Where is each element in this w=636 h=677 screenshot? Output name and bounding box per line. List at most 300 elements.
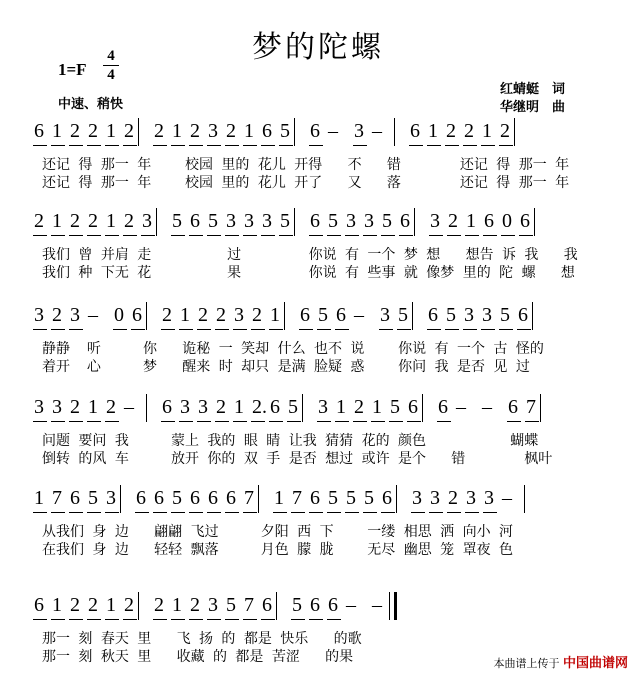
beam-underline <box>269 421 283 422</box>
note: 2 <box>106 396 116 418</box>
beam-underline <box>243 235 257 236</box>
beam-underline <box>153 619 167 620</box>
footer-site-logo: 中国曲谱网 <box>562 656 628 671</box>
beam-underline <box>33 329 47 330</box>
note: 3 <box>244 210 254 232</box>
note: 2 <box>124 120 134 142</box>
note: 3 <box>198 396 208 418</box>
note: 3 <box>262 210 272 232</box>
final-barline-thin <box>389 592 390 620</box>
note: 6 <box>162 396 172 418</box>
beam-underline <box>499 145 513 146</box>
beam-underline <box>291 512 305 513</box>
note: 6 <box>262 594 272 616</box>
note: 2 <box>70 210 80 232</box>
beam-underline <box>161 421 175 422</box>
note-row <box>28 116 616 156</box>
note: 6 <box>310 120 320 142</box>
beam-underline <box>33 145 47 146</box>
beam-underline <box>363 512 377 513</box>
beam-underline <box>379 329 393 330</box>
beam-underline <box>279 145 293 146</box>
note: 2 <box>226 120 236 142</box>
key-signature: 1=F <box>58 60 87 79</box>
beam-underline <box>317 329 331 330</box>
note: 6 <box>154 487 164 509</box>
beam-underline <box>233 329 247 330</box>
note: 2 <box>354 396 364 418</box>
beam-underline <box>189 235 203 236</box>
note-row <box>28 392 616 432</box>
beam-underline <box>327 235 341 236</box>
barline <box>276 592 277 620</box>
beam-underline <box>261 145 275 146</box>
staff-line <box>28 206 616 281</box>
beam-underline <box>171 512 185 513</box>
barline <box>138 592 139 620</box>
note: 1 <box>482 120 492 142</box>
barline <box>146 302 147 330</box>
beam-underline <box>51 421 65 422</box>
beam-underline <box>463 145 477 146</box>
note: 6 <box>438 396 448 418</box>
beam-underline <box>87 235 101 236</box>
note: – <box>328 120 338 142</box>
note: 5 <box>446 304 456 326</box>
note: 2 <box>88 120 98 142</box>
note: 1 <box>372 396 382 418</box>
note: 6 <box>190 210 200 232</box>
beam-underline <box>397 329 411 330</box>
note: 5 <box>364 487 374 509</box>
note: 5 <box>398 304 408 326</box>
note: 2 <box>252 304 262 326</box>
note: 6 <box>310 487 320 509</box>
barline <box>138 118 139 146</box>
note: 5 <box>280 210 290 232</box>
note: 2 <box>190 594 200 616</box>
beam-underline <box>225 145 239 146</box>
beam-underline <box>171 145 185 146</box>
note: – <box>124 396 134 418</box>
note: 5 <box>172 210 182 232</box>
beam-underline <box>105 235 119 236</box>
note: – <box>502 487 512 509</box>
beam-underline <box>499 329 513 330</box>
note: 2 <box>190 120 200 142</box>
beam-underline <box>353 421 367 422</box>
note: 3 <box>142 210 152 232</box>
note: 3 <box>52 396 62 418</box>
final-barline <box>394 592 397 620</box>
note: 3 <box>430 210 440 232</box>
beam-underline <box>483 235 497 236</box>
note: – <box>354 304 364 326</box>
beam-underline <box>327 512 341 513</box>
note: 1 <box>88 396 98 418</box>
beam-underline <box>481 329 495 330</box>
note: 6 <box>310 594 320 616</box>
note: 2 <box>500 120 510 142</box>
barline <box>294 118 295 146</box>
note: 3 <box>354 120 364 142</box>
note: 3 <box>464 304 474 326</box>
barline <box>514 118 515 146</box>
beam-underline <box>215 329 229 330</box>
note: 6 <box>410 120 420 142</box>
beam-underline <box>51 512 65 513</box>
beam-underline <box>409 145 423 146</box>
beam-underline <box>225 235 239 236</box>
note: 6 <box>336 304 346 326</box>
beam-underline <box>87 421 101 422</box>
beam-underline <box>113 329 127 330</box>
note: 1 <box>244 120 254 142</box>
beam-underline <box>243 145 257 146</box>
note: – <box>372 594 382 616</box>
note: 7 <box>52 487 62 509</box>
beam-underline <box>207 145 221 146</box>
note: 6 <box>400 210 410 232</box>
note: 1 <box>106 594 116 616</box>
note: 5 <box>172 487 182 509</box>
note: 6 <box>190 487 200 509</box>
beam-underline <box>519 235 533 236</box>
barline <box>258 485 259 513</box>
beam-underline <box>309 619 323 620</box>
note: 7 <box>292 487 302 509</box>
time-numerator: 4 <box>107 48 115 64</box>
beam-underline <box>465 235 479 236</box>
footer-credit <box>493 652 628 671</box>
beam-underline <box>33 619 47 620</box>
note: 5 <box>328 487 338 509</box>
lyric-verse-2: 那一 刻 秋天 里 收藏 的 都是 苦涩 的果 <box>42 649 354 665</box>
beam-underline <box>269 329 283 330</box>
barline <box>156 208 157 236</box>
note: 5 <box>280 120 290 142</box>
note: 5 <box>390 396 400 418</box>
beam-underline <box>345 512 359 513</box>
note: 5 <box>88 487 98 509</box>
beam-underline <box>299 329 313 330</box>
note: 7 <box>526 396 536 418</box>
note: 2 <box>198 304 208 326</box>
beam-underline <box>153 145 167 146</box>
note: 5 <box>346 487 356 509</box>
beam-underline <box>233 421 247 422</box>
beam-underline <box>445 145 459 146</box>
note: 6 <box>226 487 236 509</box>
lyric-verse-1: 静静 听 你 诡秘 一 笑却 什么 也不 说 你说 有 一个 古 怪的 <box>42 341 544 357</box>
note: 2 <box>446 120 456 142</box>
barline <box>396 485 397 513</box>
beam-underline <box>279 235 293 236</box>
beam-underline <box>483 512 497 513</box>
note: 2 <box>154 594 164 616</box>
beam-underline <box>171 619 185 620</box>
note: 3 <box>484 487 494 509</box>
beam-underline <box>225 512 239 513</box>
beam-underline <box>291 619 305 620</box>
note: 2 <box>70 594 80 616</box>
beam-underline <box>251 329 265 330</box>
lyric-verse-1: 问题 要问 我 蒙上 我的 眼 睛 让我 猜猜 花的 颜色 蝴蝶 <box>42 433 539 449</box>
beam-underline <box>207 235 221 236</box>
note: 0 <box>502 210 512 232</box>
beam-underline <box>463 329 477 330</box>
beam-underline <box>389 421 403 422</box>
note: 6 <box>328 594 338 616</box>
beam-underline <box>429 512 443 513</box>
note: 3 <box>430 487 440 509</box>
lyric-verse-1: 从我们 身 边 翩翩 飞过 夕阳 西 下 一缕 相思 洒 向小 河 <box>42 524 514 540</box>
note-row <box>28 590 616 630</box>
beam-underline <box>179 421 193 422</box>
beam-underline <box>33 235 47 236</box>
note: 1 <box>106 210 116 232</box>
beam-underline <box>243 619 257 620</box>
beam-underline <box>135 512 149 513</box>
beam-underline <box>481 145 495 146</box>
note: 2 <box>154 120 164 142</box>
beam-underline <box>261 235 275 236</box>
time-denominator: 4 <box>107 67 115 83</box>
barline <box>284 302 285 330</box>
barline <box>120 485 121 513</box>
note: 3 <box>34 396 44 418</box>
note: 1 <box>34 487 44 509</box>
beam-underline <box>197 329 211 330</box>
beam-underline <box>51 619 65 620</box>
note: 3 <box>466 487 476 509</box>
beam-underline <box>381 512 395 513</box>
beam-underline <box>87 512 101 513</box>
beam-underline <box>363 235 377 236</box>
beam-underline <box>407 421 421 422</box>
beam-underline <box>381 235 395 236</box>
beam-underline <box>371 421 385 422</box>
beam-underline <box>243 512 257 513</box>
note: 1 <box>52 594 62 616</box>
note: 6 <box>34 120 44 142</box>
lyric-verse-1: 还记 得 那一 年 校园 里的 花儿 开得 不 错 还记 得 那一 年 <box>42 157 570 173</box>
beam-underline <box>69 145 83 146</box>
note: 6 <box>518 304 528 326</box>
beam-underline <box>273 512 287 513</box>
beam-underline <box>105 145 119 146</box>
note: 5 <box>208 210 218 232</box>
lyric-verse-2: 我们 种 下无 花 果 你说 有 些事 就 像梦 里的 陀 螺 想 <box>42 265 575 281</box>
note: 1 <box>52 120 62 142</box>
beam-underline <box>427 329 441 330</box>
note: 5 <box>500 304 510 326</box>
note: 3 <box>234 304 244 326</box>
note: 3 <box>70 304 80 326</box>
lyric-verse-1: 我们 曾 并肩 走 过 你说 有 一个 梦 想 想告 诉 我 我 <box>42 247 578 263</box>
beam-underline <box>261 619 275 620</box>
note: – <box>88 304 98 326</box>
beam-underline <box>105 421 119 422</box>
beam-underline <box>429 235 443 236</box>
beam-underline <box>309 145 323 146</box>
note: 5 <box>226 594 236 616</box>
note: 2 <box>70 120 80 142</box>
note: 6 <box>428 304 438 326</box>
beam-underline <box>51 145 65 146</box>
beam-underline <box>153 512 167 513</box>
note: 6 <box>70 487 80 509</box>
beam-underline <box>327 619 341 620</box>
beam-underline <box>197 421 211 422</box>
page-title: 梦的陀螺 <box>252 30 384 65</box>
note: 2 <box>162 304 172 326</box>
beam-underline <box>123 235 137 236</box>
beam-underline <box>317 421 331 422</box>
note: 6 <box>132 304 142 326</box>
note: 2 <box>124 210 134 232</box>
lyric-verse-2: 着开 心 梦 醒来 时 却只 是满 脸疑 惑 你问 我 是否 见 过 <box>42 359 530 375</box>
note: 6 <box>208 487 218 509</box>
beam-underline <box>335 329 349 330</box>
beam-underline <box>399 235 413 236</box>
note: 1 <box>234 396 244 418</box>
note: 3 <box>412 487 422 509</box>
barline <box>532 302 533 330</box>
beam-underline <box>131 329 145 330</box>
note: 1 <box>270 304 280 326</box>
beam-underline <box>69 421 83 422</box>
beam-underline <box>87 145 101 146</box>
beam-underline <box>123 145 137 146</box>
time-divider <box>103 65 119 66</box>
note: 1 <box>180 304 190 326</box>
note: 6 <box>484 210 494 232</box>
barline <box>302 394 303 422</box>
beam-underline <box>105 512 119 513</box>
note: – <box>372 120 382 142</box>
footer-text: 本曲谱上传于 <box>493 657 560 670</box>
composer-credit: 华继明 曲 <box>500 100 566 115</box>
beam-underline <box>525 421 539 422</box>
note: 2 <box>34 210 44 232</box>
note-row <box>28 483 616 523</box>
beam-underline <box>105 619 119 620</box>
beam-underline <box>33 421 47 422</box>
note: 3 <box>106 487 116 509</box>
note: 6 <box>508 396 518 418</box>
note: 6 <box>270 396 280 418</box>
beam-underline <box>87 619 101 620</box>
beam-underline <box>141 235 155 236</box>
beam-underline <box>465 512 479 513</box>
note: 2 <box>216 304 226 326</box>
barline <box>414 208 415 236</box>
note: 1 <box>274 487 284 509</box>
note: 6 <box>300 304 310 326</box>
note: 1 <box>172 594 182 616</box>
note: 1 <box>428 120 438 142</box>
note: – <box>346 594 356 616</box>
note-row <box>28 300 616 340</box>
staff-line <box>28 300 616 375</box>
note: 6 <box>34 594 44 616</box>
lyric-verse-2: 还记 得 那一 年 校园 里的 花儿 开了 又 落 还记 得 那一 年 <box>42 175 570 191</box>
beam-underline <box>207 512 221 513</box>
staff-line <box>28 116 616 191</box>
beam-underline <box>189 145 203 146</box>
beam-underline <box>69 235 83 236</box>
note: 6 <box>382 487 392 509</box>
note: 1 <box>336 396 346 418</box>
time-signature <box>103 48 119 83</box>
note: 3 <box>180 396 190 418</box>
note: 5 <box>288 396 298 418</box>
beam-underline <box>345 235 359 236</box>
note: 2 <box>448 487 458 509</box>
beam-underline <box>309 235 323 236</box>
beam-underline <box>207 619 221 620</box>
barline <box>394 118 395 146</box>
beam-underline <box>225 619 239 620</box>
beam-underline <box>335 421 349 422</box>
beam-underline <box>51 329 65 330</box>
note: 0 <box>114 304 124 326</box>
note: 1 <box>172 120 182 142</box>
note: 2 <box>124 594 134 616</box>
note-row <box>28 206 616 246</box>
beam-underline <box>123 619 137 620</box>
barline <box>524 485 525 513</box>
beam-underline <box>215 421 229 422</box>
beam-underline <box>51 235 65 236</box>
barline <box>146 394 147 422</box>
beam-underline <box>501 235 515 236</box>
beam-underline <box>251 421 265 422</box>
note: 3 <box>318 396 328 418</box>
lyricist-credit: 红蜻蜓 词 <box>500 82 566 97</box>
beam-underline <box>447 235 461 236</box>
staff-line <box>28 483 616 558</box>
beam-underline <box>287 421 301 422</box>
note: 1 <box>52 210 62 232</box>
beam-underline <box>171 235 185 236</box>
beam-underline <box>189 512 203 513</box>
note: – <box>456 396 466 418</box>
note: 7 <box>244 487 254 509</box>
note: 3 <box>34 304 44 326</box>
barline <box>422 394 423 422</box>
barline <box>540 394 541 422</box>
note: 3 <box>208 594 218 616</box>
note: 2 <box>216 396 226 418</box>
barline <box>294 208 295 236</box>
note: 6 <box>520 210 530 232</box>
note: 3 <box>226 210 236 232</box>
note: 2 <box>88 210 98 232</box>
note: – <box>482 396 492 418</box>
beam-underline <box>411 512 425 513</box>
beam-underline <box>189 619 203 620</box>
beam-underline <box>69 512 83 513</box>
barline <box>534 208 535 236</box>
note: 5 <box>328 210 338 232</box>
beam-underline <box>445 329 459 330</box>
note: 1 <box>466 210 476 232</box>
note: 7 <box>244 594 254 616</box>
note: 2 <box>464 120 474 142</box>
note: 6 <box>408 396 418 418</box>
